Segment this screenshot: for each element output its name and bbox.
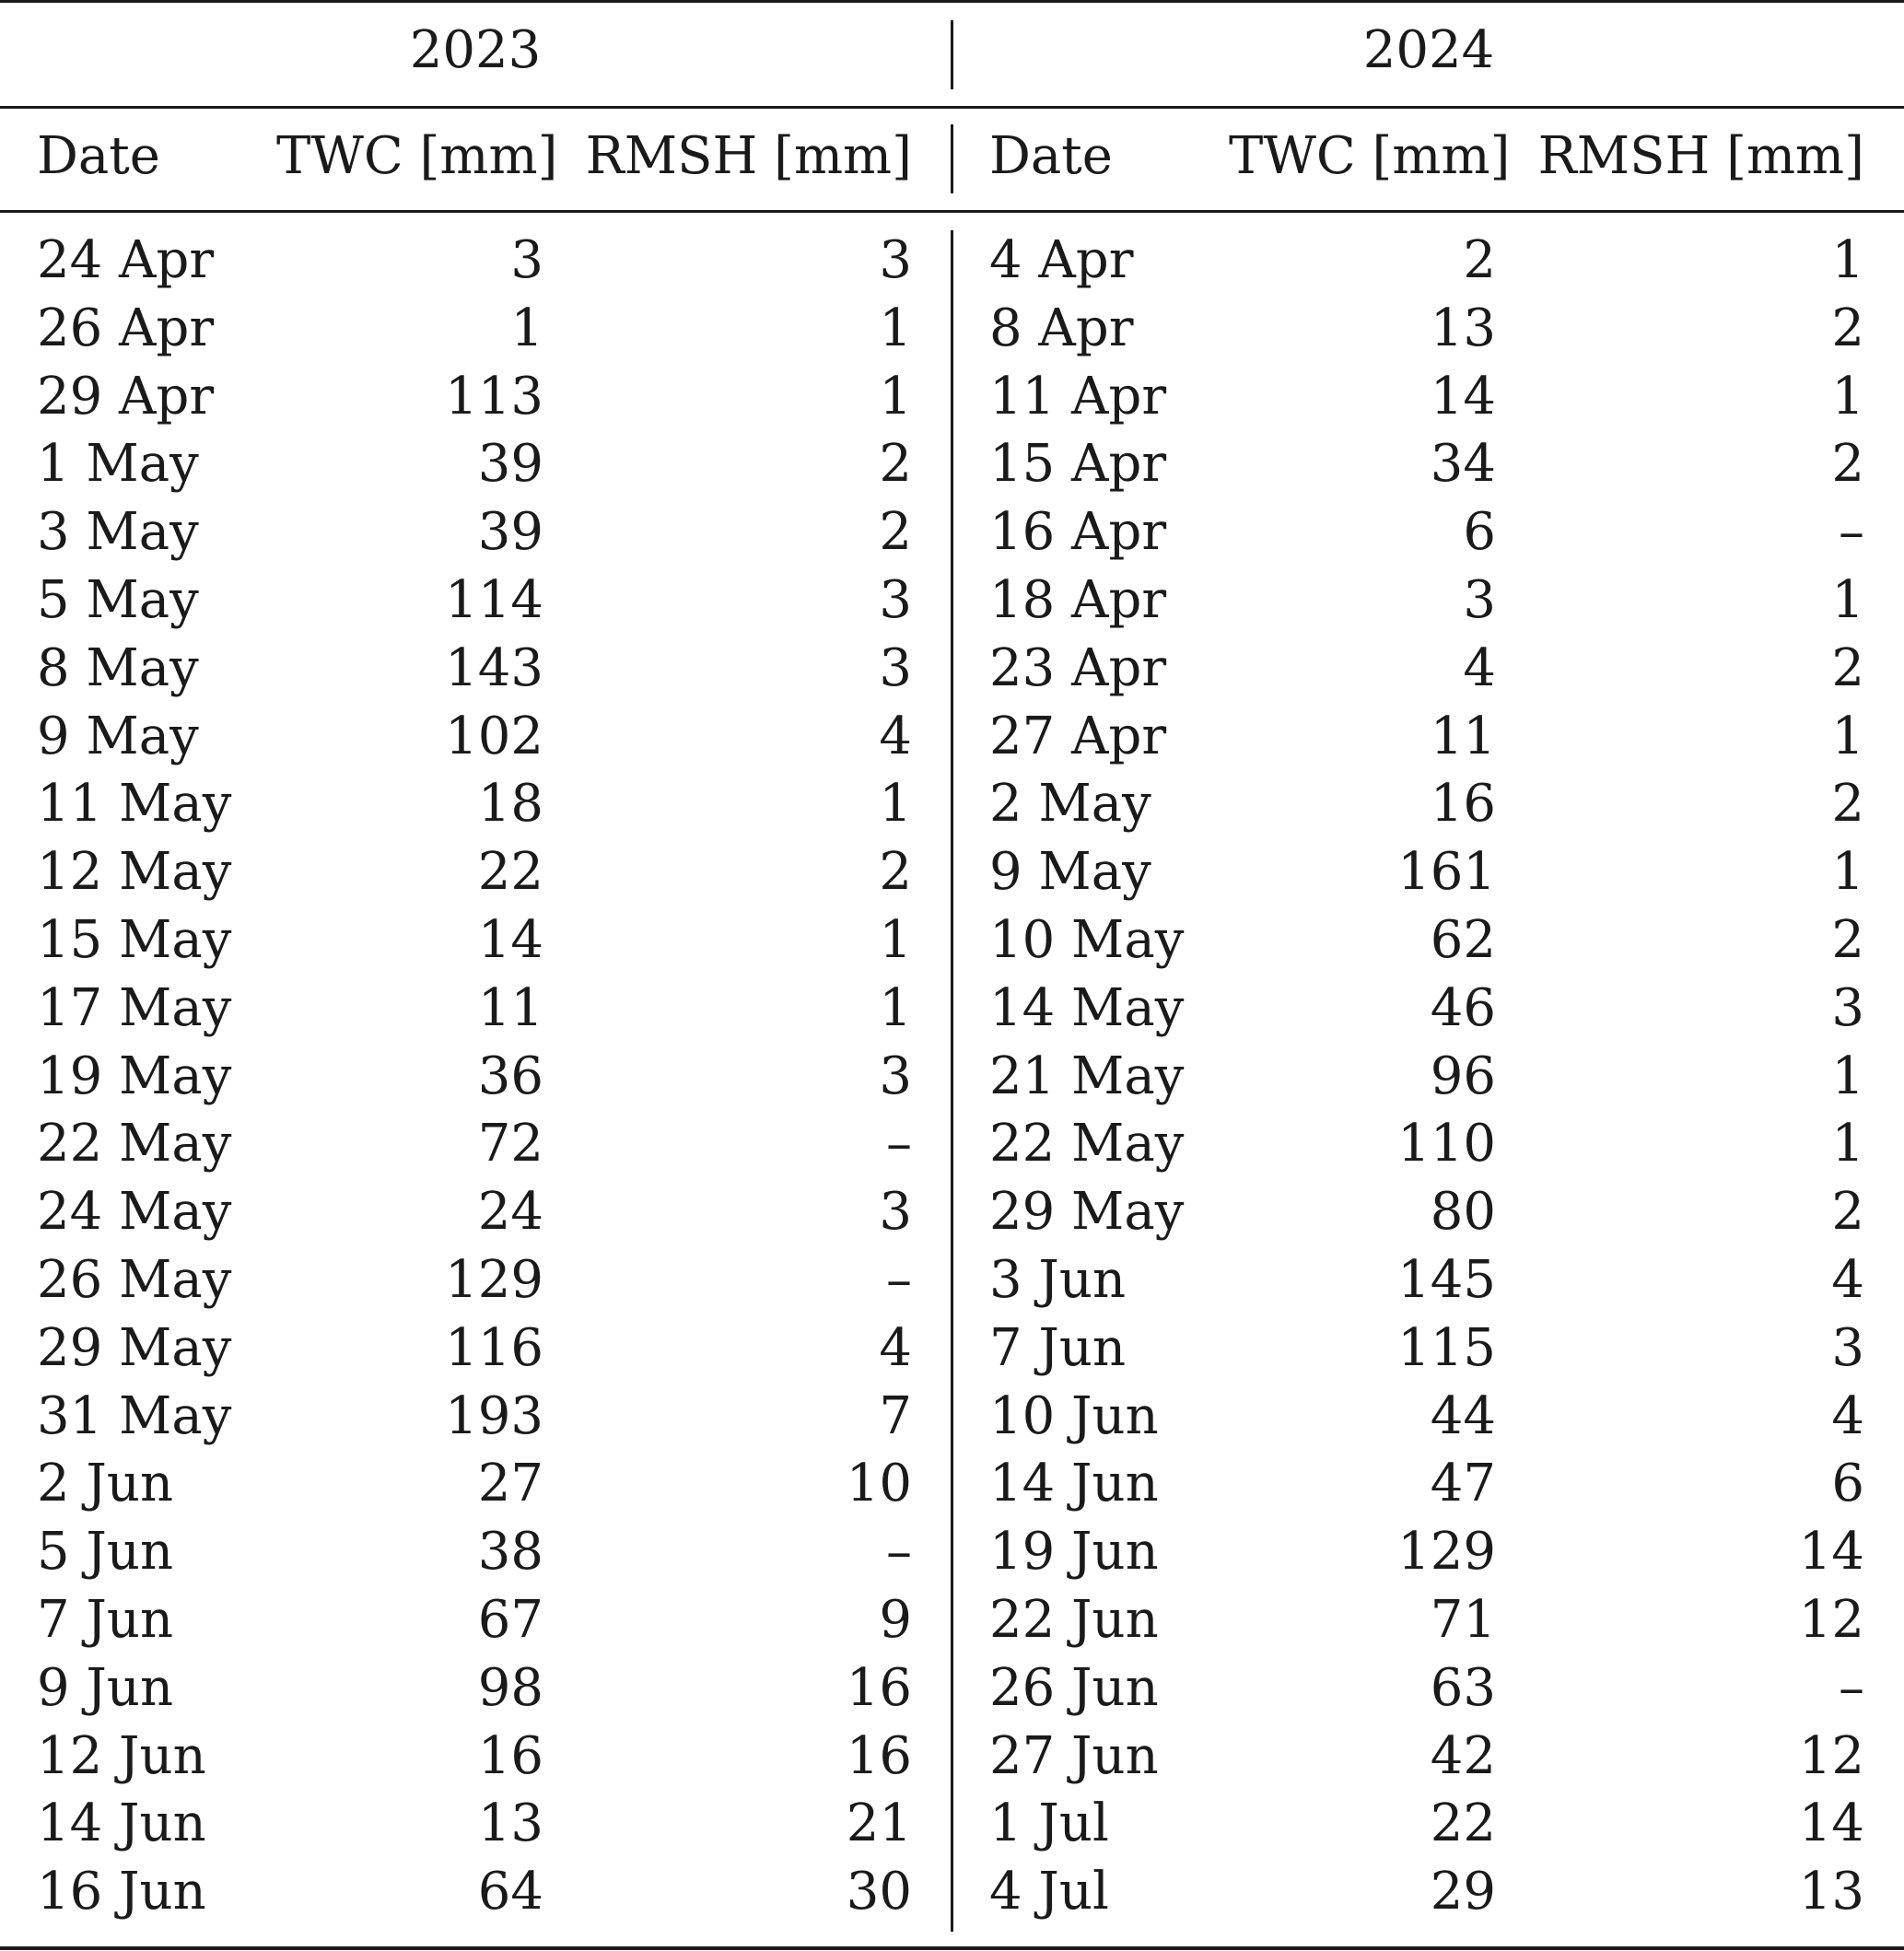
cell-rmsh-2023: 4: [879, 706, 912, 766]
cell-date-2023: 9 May: [37, 706, 199, 766]
cell-date-2023: 12 May: [37, 842, 232, 903]
cell-twc-2024: 29: [1430, 1862, 1496, 1922]
cell-date-2023: 15 May: [37, 909, 232, 970]
cell-twc-2024: 42: [1430, 1725, 1496, 1786]
cell-rmsh-2024: 1: [1831, 706, 1864, 766]
cell-twc-2024: 161: [1397, 842, 1496, 903]
cell-date-2024: 19 Jun: [989, 1522, 1159, 1583]
cell-twc-2023: 67: [477, 1589, 543, 1650]
cell-rmsh-2023: 2: [879, 842, 912, 903]
cell-twc-2024: 46: [1430, 977, 1496, 1038]
column-header-separator: [951, 124, 953, 193]
col-header-rmsh-2023: RMSH [mm]: [585, 126, 912, 186]
cell-rmsh-2024: 1: [1831, 842, 1864, 903]
cell-rmsh-2024: 12: [1798, 1725, 1864, 1786]
cell-twc-2024: 4: [1463, 637, 1496, 698]
cell-rmsh-2024: 13: [1798, 1862, 1864, 1922]
cell-rmsh-2023: 9: [879, 1589, 912, 1650]
cell-twc-2024: 34: [1430, 434, 1496, 495]
cell-date-2023: 29 Apr: [37, 366, 215, 426]
cell-twc-2024: 14: [1430, 366, 1496, 426]
cell-twc-2023: 18: [477, 774, 543, 835]
cell-rmsh-2023: –: [886, 1114, 912, 1174]
cell-date-2024: 22 May: [989, 1114, 1185, 1174]
cell-twc-2023: 24: [477, 1182, 543, 1243]
cell-date-2024: 14 Jun: [989, 1454, 1159, 1514]
cell-rmsh-2023: 1: [879, 366, 912, 426]
cell-twc-2024: 13: [1430, 298, 1496, 358]
cell-twc-2024: 44: [1430, 1385, 1496, 1446]
cell-rmsh-2024: 3: [1831, 977, 1864, 1038]
cell-twc-2024: 47: [1430, 1454, 1496, 1514]
cell-twc-2023: 116: [445, 1317, 543, 1378]
cell-date-2024: 4 Jul: [989, 1862, 1109, 1922]
cell-rmsh-2024: 14: [1798, 1522, 1864, 1583]
cell-twc-2024: 115: [1397, 1317, 1496, 1378]
cell-date-2024: 21 May: [989, 1046, 1185, 1106]
cell-date-2024: 7 Jun: [989, 1317, 1127, 1378]
cell-twc-2024: 71: [1430, 1589, 1496, 1650]
cell-rmsh-2024: 2: [1831, 434, 1864, 495]
cell-date-2023: 22 May: [37, 1114, 232, 1174]
cell-rmsh-2024: –: [1839, 1657, 1864, 1718]
cell-twc-2023: 14: [477, 909, 543, 970]
cell-rmsh-2023: 3: [879, 1046, 912, 1106]
year-separator: [951, 20, 953, 89]
cell-twc-2024: 145: [1397, 1249, 1496, 1310]
cell-date-2023: 26 Apr: [37, 298, 215, 358]
cell-rmsh-2023: 1: [879, 909, 912, 970]
cell-rmsh-2023: 4: [879, 1317, 912, 1378]
cell-date-2023: 2 Jun: [37, 1454, 174, 1514]
cell-rmsh-2023: 3: [879, 1182, 912, 1243]
cell-twc-2024: 16: [1430, 774, 1496, 835]
cell-twc-2023: 143: [445, 637, 543, 698]
cell-twc-2023: 64: [477, 1862, 543, 1922]
cell-rmsh-2023: 1: [879, 977, 912, 1038]
cell-date-2023: 11 May: [37, 774, 232, 835]
cell-rmsh-2024: 1: [1831, 569, 1864, 630]
cell-date-2023: 5 Jun: [37, 1522, 174, 1583]
cell-rmsh-2024: 6: [1831, 1454, 1864, 1514]
cell-twc-2023: 3: [510, 230, 543, 290]
cell-rmsh-2023: 2: [879, 434, 912, 495]
cell-date-2024: 29 May: [989, 1182, 1185, 1243]
cell-rmsh-2023: 1: [879, 298, 912, 358]
cell-date-2024: 9 May: [989, 842, 1151, 903]
cell-date-2023: 5 May: [37, 569, 199, 630]
cell-twc-2023: 16: [477, 1725, 543, 1786]
cell-rmsh-2023: 3: [879, 569, 912, 630]
cell-twc-2023: 98: [477, 1657, 543, 1718]
cell-date-2023: 29 May: [37, 1317, 232, 1378]
cell-date-2023: 3 May: [37, 502, 199, 563]
cell-date-2024: 3 Jun: [989, 1249, 1127, 1310]
cell-rmsh-2023: –: [886, 1249, 912, 1310]
col-header-twc-2024: TWC [mm]: [1229, 126, 1511, 186]
body-separator: [951, 230, 953, 1932]
cell-rmsh-2024: 2: [1831, 637, 1864, 698]
cell-date-2024: 23 Apr: [989, 637, 1167, 698]
cell-twc-2024: 2: [1463, 230, 1496, 290]
cell-date-2024: 22 Jun: [989, 1589, 1159, 1650]
cell-rmsh-2023: 21: [846, 1793, 912, 1854]
cell-date-2024: 14 May: [989, 977, 1185, 1038]
cell-rmsh-2024: 12: [1798, 1589, 1864, 1650]
cell-date-2024: 18 Apr: [989, 569, 1167, 630]
cell-rmsh-2024: 1: [1831, 366, 1864, 426]
cell-twc-2023: 39: [477, 502, 543, 563]
year-header-2024: 2024: [1362, 20, 1495, 80]
cell-twc-2024: 62: [1430, 909, 1496, 970]
cell-twc-2024: 3: [1463, 569, 1496, 630]
cell-date-2024: 27 Jun: [989, 1725, 1159, 1786]
cell-twc-2024: 110: [1397, 1114, 1496, 1174]
cell-twc-2024: 96: [1430, 1046, 1496, 1106]
cell-twc-2024: 11: [1430, 706, 1496, 766]
cell-rmsh-2024: 2: [1831, 298, 1864, 358]
cell-rmsh-2023: 16: [846, 1657, 912, 1718]
cell-twc-2024: 6: [1463, 502, 1496, 563]
cell-date-2023: 24 May: [37, 1182, 232, 1243]
cell-date-2024: 16 Apr: [989, 502, 1167, 563]
cell-date-2024: 2 May: [989, 774, 1151, 835]
cell-date-2023: 7 Jun: [37, 1589, 174, 1650]
cell-date-2023: 9 Jun: [37, 1657, 174, 1718]
cell-twc-2023: 39: [477, 434, 543, 495]
col-header-rmsh-2024: RMSH [mm]: [1537, 126, 1864, 186]
cell-twc-2023: 11: [477, 977, 543, 1038]
cell-twc-2023: 102: [445, 706, 543, 766]
cell-date-2024: 26 Jun: [989, 1657, 1159, 1718]
cell-twc-2023: 22: [477, 842, 543, 903]
col-header-date-2023: Date: [37, 126, 160, 186]
cell-rmsh-2023: –: [886, 1522, 912, 1583]
year-header-2023: 2023: [409, 20, 542, 80]
cell-rmsh-2023: 3: [879, 230, 912, 290]
cell-rmsh-2024: 14: [1798, 1793, 1864, 1854]
cell-date-2024: 10 May: [989, 909, 1185, 970]
cell-rmsh-2024: 4: [1831, 1249, 1864, 1310]
body-rule: [0, 210, 1904, 213]
cell-date-2023: 24 Apr: [37, 230, 215, 290]
cell-twc-2024: 22: [1430, 1793, 1496, 1854]
cell-rmsh-2024: 2: [1831, 774, 1864, 835]
cell-twc-2023: 36: [477, 1046, 543, 1106]
cell-date-2024: 11 Apr: [989, 366, 1167, 426]
cell-rmsh-2024: 2: [1831, 909, 1864, 970]
cell-date-2023: 26 May: [37, 1249, 232, 1310]
cell-date-2024: 27 Apr: [989, 706, 1167, 766]
cell-rmsh-2023: 16: [846, 1725, 912, 1786]
cell-rmsh-2024: 3: [1831, 1317, 1864, 1378]
header-rule: [0, 106, 1904, 109]
cell-rmsh-2024: 2: [1831, 1182, 1864, 1243]
cell-date-2024: 1 Jul: [989, 1793, 1109, 1854]
cell-twc-2023: 129: [445, 1249, 543, 1310]
cell-twc-2024: 129: [1397, 1522, 1496, 1583]
cell-rmsh-2024: 1: [1831, 230, 1864, 290]
cell-twc-2023: 72: [477, 1114, 543, 1174]
cell-date-2024: 4 Apr: [989, 230, 1134, 290]
cell-twc-2023: 113: [445, 366, 543, 426]
cell-rmsh-2024: –: [1839, 502, 1864, 563]
cell-twc-2023: 193: [445, 1385, 543, 1446]
cell-rmsh-2023: 3: [879, 637, 912, 698]
cell-date-2023: 19 May: [37, 1046, 232, 1106]
cell-date-2023: 12 Jun: [37, 1725, 206, 1786]
cell-date-2023: 8 May: [37, 637, 199, 698]
cell-date-2023: 14 Jun: [37, 1793, 206, 1854]
cell-rmsh-2024: 1: [1831, 1046, 1864, 1106]
cell-twc-2024: 80: [1430, 1182, 1496, 1243]
cell-rmsh-2023: 1: [879, 774, 912, 835]
cell-rmsh-2023: 10: [846, 1454, 912, 1514]
cell-date-2023: 1 May: [37, 434, 199, 495]
table-bottom-rule: [0, 1946, 1904, 1950]
cell-twc-2023: 1: [510, 298, 543, 358]
cell-twc-2023: 27: [477, 1454, 543, 1514]
cell-date-2023: 17 May: [37, 977, 232, 1038]
cell-twc-2023: 114: [445, 569, 543, 630]
col-header-twc-2023: TWC [mm]: [276, 126, 558, 186]
cell-date-2024: 10 Jun: [989, 1385, 1159, 1446]
cell-rmsh-2024: 4: [1831, 1385, 1864, 1446]
table-top-rule: [0, 0, 1904, 3]
cell-rmsh-2023: 2: [879, 502, 912, 563]
cell-twc-2023: 38: [477, 1522, 543, 1583]
cell-twc-2023: 13: [477, 1793, 543, 1854]
cell-date-2024: 15 Apr: [989, 434, 1167, 495]
cell-date-2023: 31 May: [37, 1385, 232, 1446]
cell-rmsh-2023: 30: [846, 1862, 912, 1922]
cell-twc-2024: 63: [1430, 1657, 1496, 1718]
cell-rmsh-2023: 7: [879, 1385, 912, 1446]
cell-rmsh-2024: 1: [1831, 1114, 1864, 1174]
cell-date-2024: 8 Apr: [989, 298, 1134, 358]
col-header-date-2024: Date: [989, 126, 1113, 186]
cell-date-2023: 16 Jun: [37, 1862, 206, 1922]
